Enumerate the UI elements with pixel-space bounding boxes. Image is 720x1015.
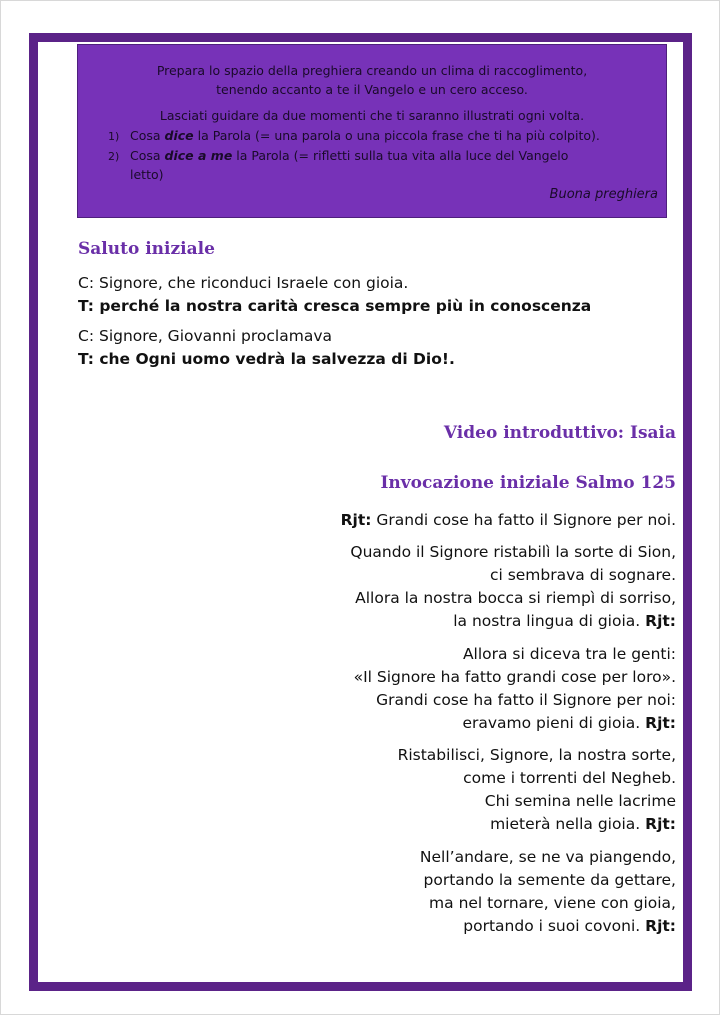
stanza-line: come i torrenti del Negheb. (463, 769, 676, 787)
intro-item-1: 1) Cosa dice la Parola (= una parola o una piccola frase che ti ha più colpito). (108, 126, 600, 146)
stanza-line: Quando il Signore ristabilì la sorte di Sion, (350, 543, 676, 561)
stanza-line: Ristabilisci, Signore, la nostra sorte, (397, 746, 676, 764)
refrain-tag: Rjt: (645, 612, 676, 630)
intro-line-1: Prepara lo spazio della preghiera creando un clima di raccoglimento, (156, 63, 588, 78)
stanza-line: ma nel tornare, viene con gioia, (429, 894, 676, 912)
item-number: 2) (108, 150, 120, 163)
intro-line-2: tenendo accanto a te il Vangelo e un cero acceso. (216, 82, 528, 97)
saluto-line: T: perché la nostra carità cresca sempre più in conoscenza (78, 297, 592, 315)
saluto-line: C: Signore, Giovanni proclamava (78, 327, 332, 345)
stanza-line: portando la semente da gettare, (423, 871, 676, 889)
closing-text: Buona preghiera (549, 187, 658, 202)
stanza-line: Allora la nostra bocca si riempì di sorriso, (355, 589, 676, 607)
stanza-line: ci sembrava di sognare. (489, 566, 676, 584)
stanza-line: Nell’andare, se ne va piangendo, (419, 848, 676, 866)
refrain-tag: Rjt: (645, 815, 676, 833)
saluto-title: Saluto iniziale (78, 239, 215, 259)
intro-line-3: Lasciati guidare da due momenti che ti saranno illustrati ogni volta. (159, 108, 585, 123)
stanza-line: mieterà nella gioia. Rjt: (490, 815, 676, 833)
emphasis: dice a me (164, 148, 233, 163)
intro-box (77, 44, 667, 218)
stanza-line: eravamo pieni di gioia. Rjt: (462, 714, 676, 732)
saluto-line: T: che Ogni uomo vedrà la salvezza di Dio!. (78, 350, 455, 368)
video-title: Video introduttivo: Isaia (443, 423, 676, 443)
refrain-line: Rjt: Grandi cose ha fatto il Signore per noi. (340, 511, 676, 529)
salmo-title: Invocazione iniziale Salmo 125 (380, 473, 676, 493)
refrain-tag: Rjt: (645, 917, 676, 935)
saluto-line: C: Signore, che riconduci Israele con gioia. (78, 274, 409, 292)
intro-item-2: 2) Cosa dice a me la Parola (= rifletti sulla tua vita alla luce del Vangelo (108, 146, 568, 166)
stanza-line: «Il Signore ha fatto grandi cose per loro». (353, 668, 676, 686)
stanza-line: Chi semina nelle lacrime (484, 792, 676, 810)
stanza-line: portando i suoi covoni. Rjt: (463, 917, 676, 935)
stanza-line: Allora si diceva tra le genti: (462, 645, 676, 663)
stanza-line: Grandi cose ha fatto il Signore per noi: (376, 691, 676, 709)
emphasis: dice (164, 128, 194, 143)
refrain-tag: Rjt: (645, 714, 676, 732)
item-number: 1) (108, 130, 120, 143)
stanza-line: la nostra lingua di gioia. Rjt: (453, 612, 676, 630)
intro-item-2-cont: letto) (130, 167, 164, 182)
